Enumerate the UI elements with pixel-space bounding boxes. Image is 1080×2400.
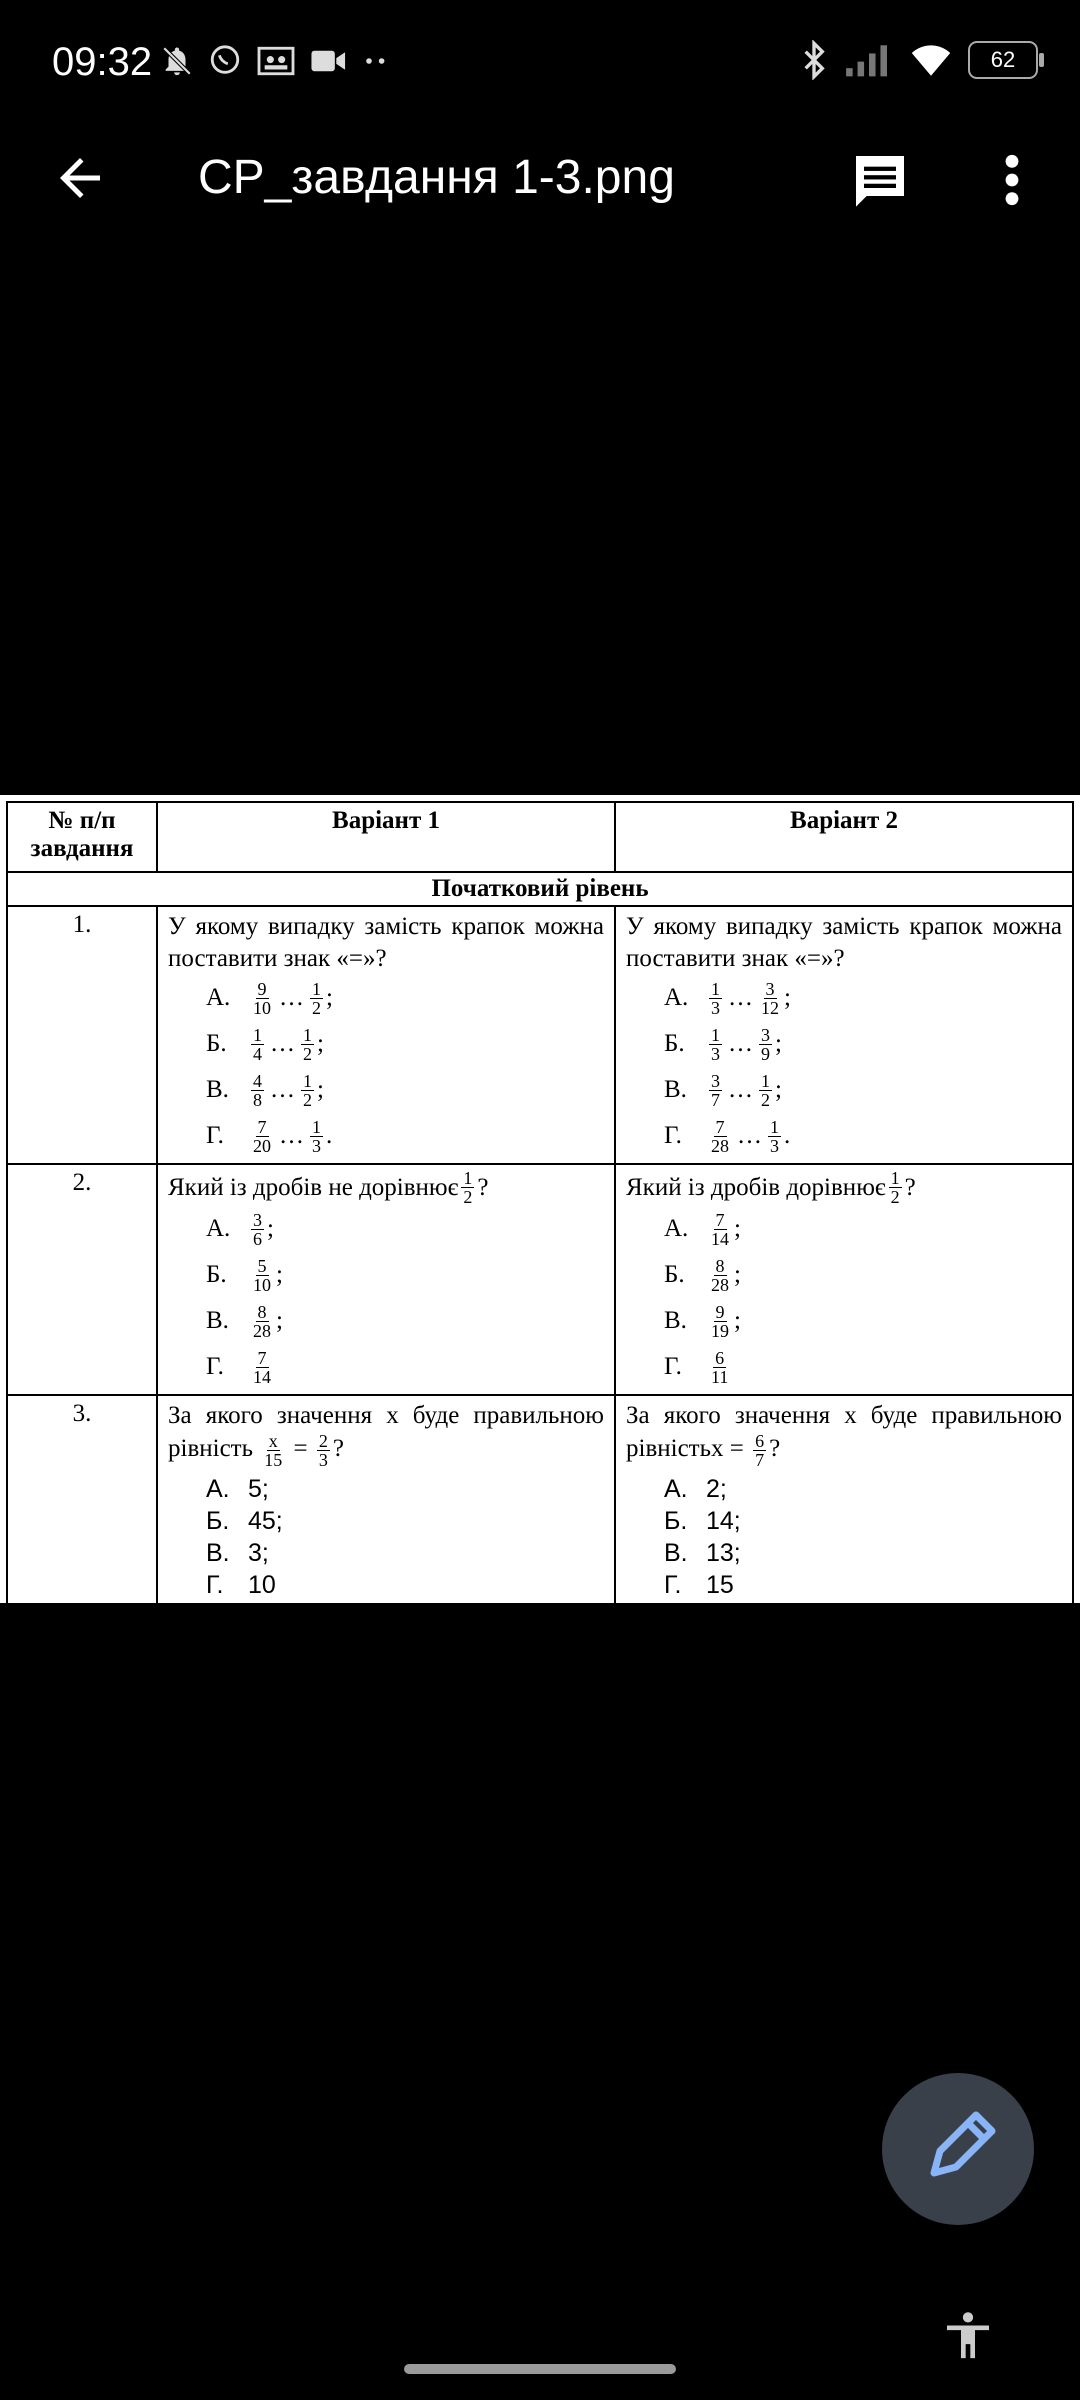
task-cell (157, 906, 615, 1164)
fraction: $\frac{1}{2}$ (463, 1168, 473, 1207)
fraction: $\frac{7}{14}$ (711, 1209, 729, 1249)
option: В. $\frac{3}{7}$ … $\frac{1}{2}$ ; (664, 1070, 782, 1110)
option: Г. 15 (664, 1571, 734, 1599)
bluetooth-icon (800, 40, 828, 80)
more-vert-icon (990, 148, 1034, 212)
option: А. 2; (664, 1475, 727, 1503)
option: А. $\frac{7}{14}$ ; (664, 1209, 741, 1249)
fraction: $\frac{1}{2}$ (890, 1168, 900, 1207)
task-number: 2. (7, 1164, 157, 1395)
option: А. 5; (206, 1475, 269, 1503)
option: В. $\frac{9}{19}$ ; (664, 1301, 741, 1341)
home-indicator[interactable] (404, 2364, 676, 2374)
option: Г. $\frac{7}{14}$ (206, 1347, 271, 1387)
back-button[interactable] (50, 148, 110, 208)
battery-indicator: 62 (968, 41, 1038, 79)
option: Б. 14; (664, 1507, 741, 1535)
task-cell (615, 1395, 1073, 1608)
question-text: У якому випадку замість крапок можна поставити знак «=»? (626, 913, 1062, 972)
fraction: $\frac{5}{10}$ (253, 1255, 271, 1295)
option: Б. 45; (206, 1507, 283, 1535)
option-letter: Б. (206, 1030, 227, 1057)
fraction: $\frac{6}{7}$ (755, 1431, 765, 1470)
comment-button[interactable] (848, 148, 912, 212)
meet-icon (256, 44, 296, 78)
fraction: $\frac{7}{14}$ (253, 1347, 271, 1387)
fraction: $\frac{1}{3}$ (770, 1116, 779, 1156)
question-text: У якому випадку замість крапок можна поставити знак «=»? (168, 913, 604, 972)
option: В. $\frac{4}{8}$ … $\frac{1}{2}$ ; (206, 1070, 324, 1110)
options-list (626, 1475, 1062, 1603)
option: Б. $\frac{8}{28}$ ; (664, 1255, 741, 1295)
comment-icon (848, 148, 912, 212)
option: А. $\frac{3}{6}$ ; (206, 1209, 274, 1249)
option: А. $\frac{9}{10}$ … $\frac{1}{2}$ ; (206, 978, 333, 1018)
option-letter: Б. (664, 1030, 685, 1057)
status-notification-icons (160, 44, 390, 78)
option: Б. $\frac{1}{3}$ … $\frac{3}{9}$ ; (664, 1024, 782, 1064)
status-time: 09:32 (52, 40, 153, 84)
table-row (7, 906, 1073, 1164)
option-letter: А. (664, 984, 689, 1011)
app-bar (0, 130, 1080, 230)
fraction: $\frac{7}{28}$ (711, 1116, 729, 1156)
fraction: $\frac{6}{11}$ (711, 1347, 729, 1387)
fraction: $\frac{3}{9}$ (761, 1024, 770, 1064)
option: В. $\frac{8}{28}$ ; (206, 1301, 283, 1341)
tasks-table (6, 801, 1074, 1609)
viber-icon (208, 44, 242, 78)
video-icon (310, 46, 348, 76)
option-letter: В. (206, 1076, 229, 1103)
signal-icon (844, 42, 894, 78)
table-row (7, 1164, 1073, 1395)
section-title: Початковий рівень (7, 872, 1073, 906)
fraction: $\frac{9}{19}$ (711, 1301, 729, 1341)
status-right-icons (800, 40, 1038, 80)
option: Б. $\frac{5}{10}$ ; (206, 1255, 283, 1295)
option: Г. 10 (206, 1571, 276, 1599)
fraction: $\frac{1}{4}$ (253, 1024, 262, 1064)
table-header-row (7, 802, 1073, 872)
fraction: $\frac{1}{3}$ (711, 978, 720, 1018)
question-text: За якого значення x буде правильною рівність $\frac{x}{15}$ = $\frac{2}{3}$ ? (168, 1402, 604, 1470)
fraction: $\frac{4}{8}$ (253, 1070, 262, 1110)
fraction: $\frac{7}{20}$ (253, 1116, 271, 1156)
arrow-back-icon (50, 148, 110, 208)
options-list (626, 1206, 1062, 1390)
header-variant-2: Варіант 2 (615, 802, 1073, 872)
file-title: СР_завдання 1-3.png (198, 151, 675, 204)
fraction: $\frac{3}{7}$ (711, 1070, 720, 1110)
header-task-number: № п/п завдання (7, 802, 157, 872)
fraction: $\frac{1}{2}$ (312, 978, 321, 1018)
question-text: Який із дробів дорівнює $\frac{1}{2}$ ? (626, 1168, 916, 1207)
more-notifications-icon (362, 46, 390, 76)
bell-off-icon (160, 44, 194, 78)
question-text: Який із дробів не дорівнює $\frac{1}{2}$ ? (168, 1168, 489, 1207)
option: В. 13; (664, 1539, 741, 1567)
fraction: $\frac{8}{28}$ (711, 1255, 729, 1295)
options-list (168, 1206, 604, 1390)
fraction: $\frac{x}{15}$ (264, 1431, 283, 1470)
status-bar (0, 0, 1080, 130)
option: В. 3; (206, 1539, 269, 1567)
fraction: $\frac{1}{2}$ (761, 1070, 770, 1110)
accessibility-icon (940, 2308, 996, 2364)
fraction: $\frac{1}{2}$ (303, 1024, 312, 1064)
edit-fab-button[interactable] (882, 2073, 1034, 2225)
fraction: $\frac{3}{6}$ (253, 1209, 262, 1249)
table-row (7, 1395, 1073, 1608)
wifi-icon (910, 42, 952, 78)
fraction: $\frac{1}{3}$ (711, 1024, 720, 1064)
accessibility-button[interactable] (940, 2308, 996, 2364)
task-cell (615, 1164, 1073, 1395)
document-image (0, 795, 1080, 1603)
task-number: 3. (7, 1395, 157, 1608)
task-cell (615, 906, 1073, 1164)
option: Г. $\frac{6}{11}$ (664, 1347, 729, 1387)
option: Г. $\frac{7}{20}$ … $\frac{1}{3}$ . (206, 1116, 333, 1156)
fraction: $\frac{1}{3}$ (312, 1116, 321, 1156)
task-cell (157, 1395, 615, 1608)
fraction: $\frac{1}{2}$ (303, 1070, 312, 1110)
fraction: $\frac{2}{3}$ (318, 1431, 328, 1470)
question-text: За якого значення x буде правильною рівністьx = $\frac{6}{7}$ ? (626, 1402, 1062, 1470)
task-number: 1. (7, 906, 157, 1164)
option: Б. $\frac{1}{4}$ … $\frac{1}{2}$ ; (206, 1024, 324, 1064)
pencil-icon (882, 2073, 1034, 2225)
header-variant-1: Варіант 1 (157, 802, 615, 872)
option: А. $\frac{1}{3}$ … $\frac{3}{12}$ ; (664, 978, 791, 1018)
more-options-button[interactable] (990, 148, 1034, 212)
section-row (7, 872, 1073, 906)
fraction: $\frac{9}{10}$ (253, 978, 271, 1018)
option: Г. $\frac{7}{28}$ … $\frac{1}{3}$ . (664, 1116, 791, 1156)
fraction: $\frac{8}{28}$ (253, 1301, 271, 1341)
options-list (168, 1475, 604, 1603)
option-letter: Г. (664, 1122, 682, 1149)
fraction: $\frac{3}{12}$ (761, 978, 779, 1018)
option-letter: В. (664, 1076, 687, 1103)
options-list (168, 975, 604, 1159)
option-letter: Г. (206, 1122, 224, 1149)
option-letter: А. (206, 984, 231, 1011)
options-list (626, 975, 1062, 1159)
task-cell (157, 1164, 615, 1395)
